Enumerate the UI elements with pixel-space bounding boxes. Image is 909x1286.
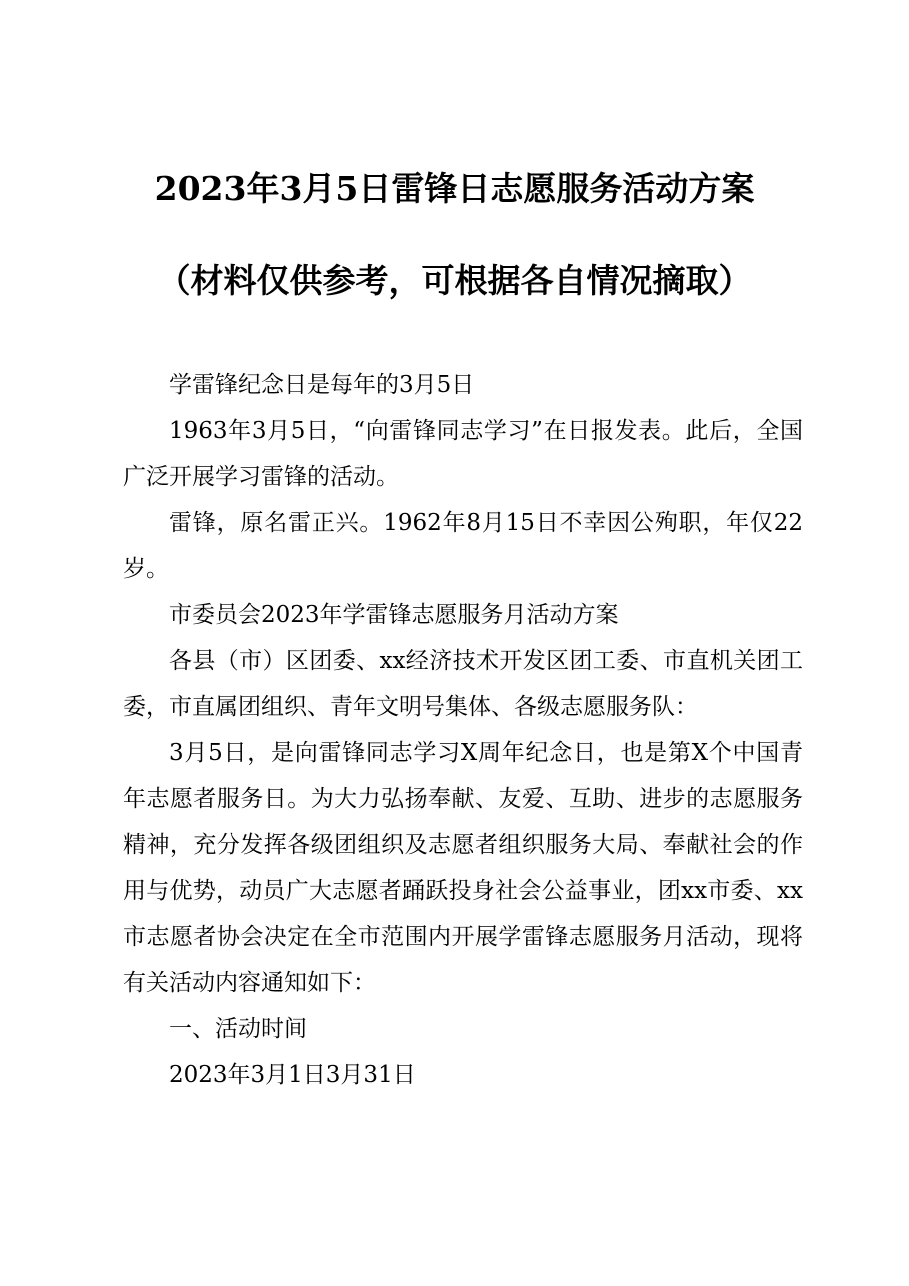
document-subtitle: （材料仅供参考，可根据各自情况摘取） xyxy=(157,261,752,300)
paragraph-commemoration-day: 学雷锋纪念日是每年的3月5日 xyxy=(169,372,475,398)
paragraph-activity-dates: 2023年3月1日3月31日 xyxy=(169,1062,416,1088)
paragraph-plan-heading: 市委员会2023年学雷锋志愿服务月活动方案 xyxy=(169,602,619,628)
document-title: 2023年3月5日雷锋日志愿服务活动方案 xyxy=(154,169,755,208)
paragraph-lei-feng-bio: 雷锋，原名雷正兴。1962年8月15日不幸因公殉职，年仅22岁。 xyxy=(123,510,803,582)
paragraph-1963-publication: 1963年3月5日，“向雷锋同志学习”在日报发表。此后，全国广泛开展学习雷锋的活动。 xyxy=(123,418,803,490)
paragraph-notice-body: 3月5日，是向雷锋同志学习X周年纪念日，也是第X个中国青年志愿者服务日。为大力弘扬奉献、友爱、互助、进步的志愿服务精神，充分发挥各级团组织及志愿者组织服务大局、奉献社会的作用与优势，动员广大志愿者踊跃投身社会公益事业，团xx市委、xx市志愿者协会决定在全市范围内开展学雷锋志愿服务月活动，现将有关活动内容通知如下： xyxy=(123,740,803,996)
paragraph-addressees: 各县（市）区团委、xx经济技术开发区团工委、市直机关团工委，市直属团组织、青年文明号集体、各级志愿服务队： xyxy=(123,648,803,720)
section-heading-activity-time: 一、活动时间 xyxy=(169,1016,307,1042)
document-body xyxy=(123,362,803,1098)
